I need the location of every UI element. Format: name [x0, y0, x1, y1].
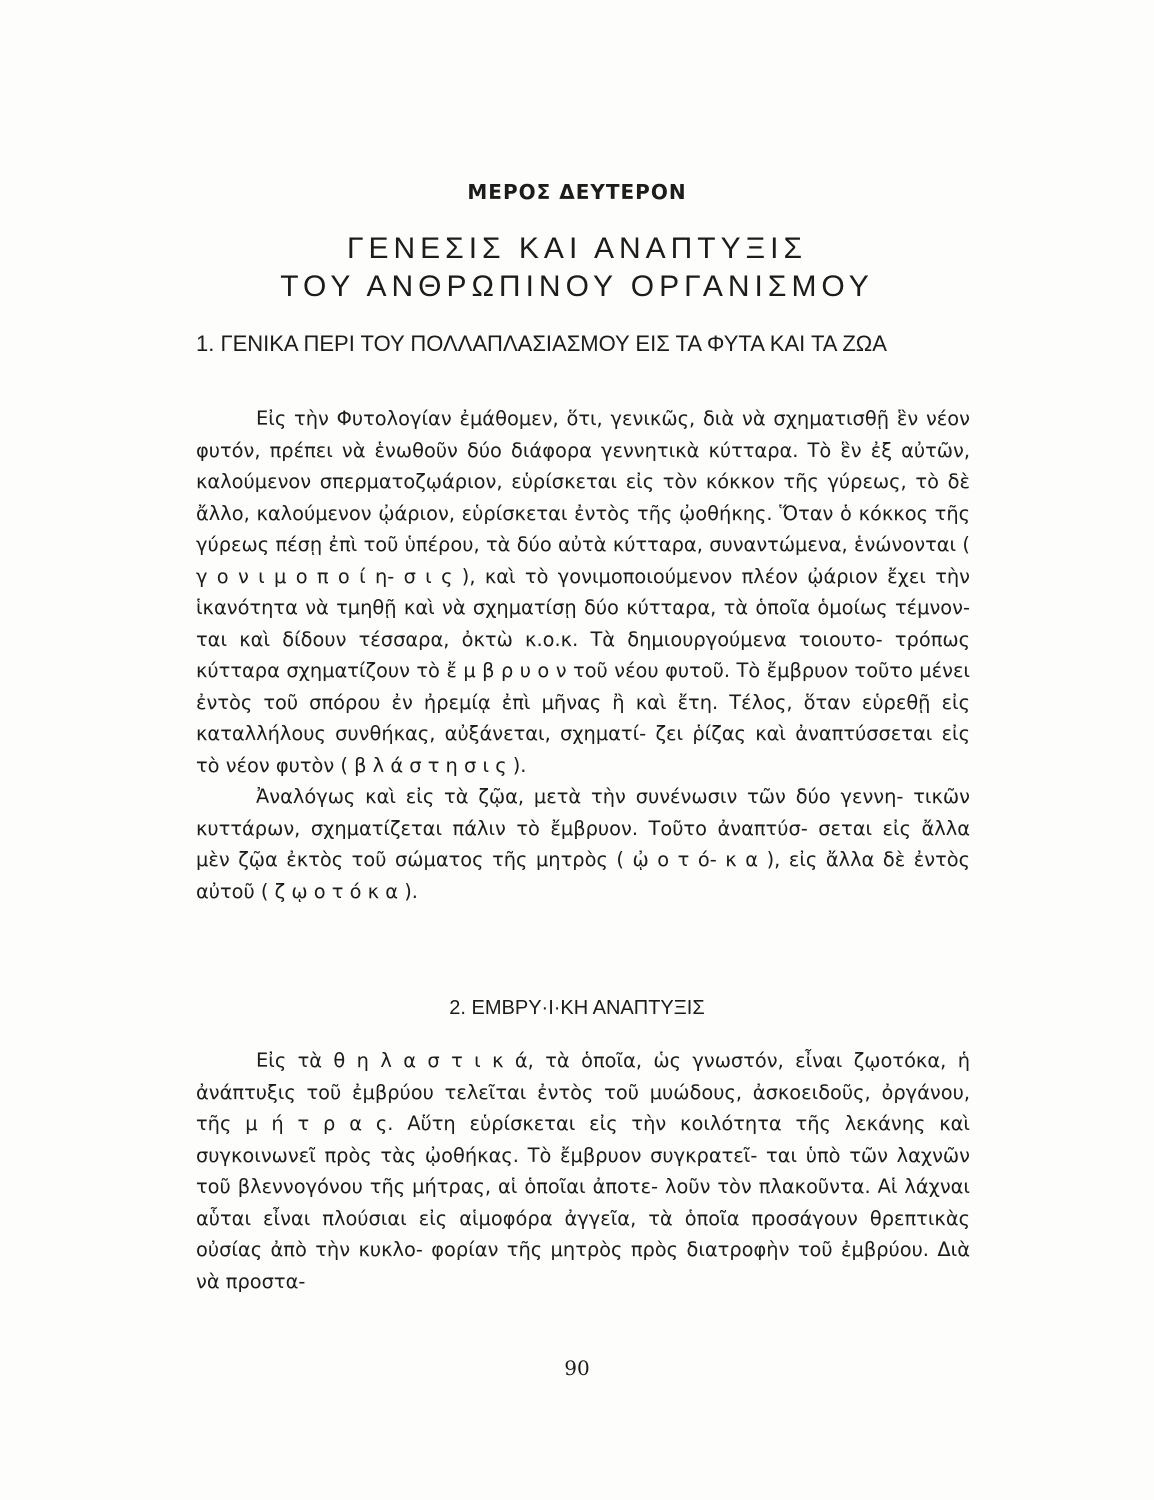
section-1-heading: 1. ΓΕΝΙΚΑ ΠΕΡΙ ΤΟΥ ΠΟΛΛΑΠΛΑΣΙΑΣΜΟΥ ΕΙΣ ΤΑ ΦΥΤΑ ΚΑΙ ΤΑ ΖΩΑ	[196, 331, 887, 356]
section-2-heading: 2. ΕΜΒΡΥ·Ι·ΚΗ ΑΝΑΠΤΥΞΙΣ	[449, 997, 705, 1019]
main-title-line-2: ΤΟΥ ΑΝΘΡΩΠΙΝΟΥ ΟΡΓΑΝΙΣΜΟΥ	[280, 270, 874, 303]
section-1-body	[196, 403, 970, 907]
section-2-body	[196, 1045, 970, 1297]
section-2-paragraph-1: Εἰς τὰ θ η λ α σ τ ι κ ά, τὰ ὁποῖα, ὡς γνωστόν, εἶναι ζῳοτόκα, ἡ ἀνάπτυξις τοῦ ἐμβρύου τελεῖται ἐντὸς τοῦ μυώδους, ἀσκοειδοῦς, ὀργάνου, τῆς μ ή τ ρ α ς. Αὕτη εὑρίσκεται εἰς τὴν κοιλότητα τῆς λεκάνης καὶ συγκοινωνεῖ πρὸς τὰς ᾠοθήκας. Τὸ ἔμβρυον συγκρατεῖ- ται ὑπὸ τῶν λαχνῶν τοῦ βλεννογόνου τῆς μήτρας, αἱ ὁποῖαι ἀποτε- λοῦν τὸν πλακοῦντα. Αἱ λάχναι αὗται εἶναι πλούσιαι εἰς αἱμοφόρα ἀγγεῖα, τὰ ὁποῖα προσάγουν θρεπτικὰς οὐσίας ἀπὸ τὴν κυκλο- φορίαν τῆς μητρὸς πρὸς διατροφὴν τοῦ ἐμβρύου. Διὰ νὰ προστα-	[196, 1049, 970, 1293]
part-title: ΜΕΡΟΣ ΔΕΥΤΕΡΟΝ	[467, 180, 687, 204]
section-1-paragraph-2: Ἀναλόγως καὶ εἰς τὰ ζῷα, μετὰ τὴν συνένωσιν τῶν δύο γεννη- τικῶν κυττάρων, σχηματίζεται πάλιν τὸ ἔμβρυον. Τοῦτο ἀναπτύσ- σεται εἰς ἄλλα μὲν ζῷα ἐκτὸς τοῦ σώματος τῆς μητρὸς ( ᾠ ο τ ό- κ α ), εἰς ἄλλα δὲ ἐντὸς αὐτοῦ ( ζ ῳ ο τ ό κ α ).	[196, 785, 970, 903]
main-title-line-1: ΓΕΝΕΣΙΣ ΚΑΙ ΑΝΑΠΤΥΞΙΣ	[346, 232, 808, 265]
section-1-paragraph-1: Εἰς τὴν Φυτολογίαν ἐμάθομεν, ὅτι, γενικῶς, διὰ νὰ σχηματισθῇ ἓν νέον φυτόν, πρέπει νὰ ἑνωθοῦν δύο διάφορα γεννητικὰ κύτταρα. Τὸ ἓν ἐξ αὐτῶν, καλούμενον σπερματοζῳάριον, εὑρίσκεται εἰς τὸν κόκκον τῆς γύρεως, τὸ δὲ ἄλλο, καλούμενον ᾠάριον, εὑρίσκεται ἐντὸς τῆς ᾠοθήκης. Ὅταν ὁ κόκκος τῆς γύρεως πέσῃ ἐπὶ τοῦ ὑπέρου, τὰ δύο αὐτὰ κύτταρα, συναντώμενα, ἑνώνονται ( γ ο ν ι μ ο π ο ί η- σ ι ς ), καὶ τὸ γονιμοποιούμενον πλέον ᾠάριον ἔχει τὴν ἱκανότητα νὰ τμηθῇ καὶ νὰ σχηματίσῃ δύο κύτταρα, τὰ ὁποῖα ὁμοίως τέμνον- ται καὶ δίδουν τέσσαρα, ὀκτὼ κ.ο.κ. Τὰ δημιουργούμενα τοιουτο- τρόπως κύτταρα σχηματίζουν τὸ ἔ μ β ρ υ ο ν τοῦ νέου φυτοῦ. Τὸ ἔμβρυον τοῦτο μένει ἐντὸς τοῦ σπόρου ἐν ἠρεμίᾳ ἐπὶ μῆνας ἢ καὶ ἔτη. Τέλος, ὅταν εὑρεθῇ εἰς καταλλήλους συνθήκας, αὐξάνεται, σχηματί- ζει ῥίζας καὶ ἀναπτύσσεται εἰς τὸ νέον φυτὸν ( β λ ά σ τ η σ ι ς ).	[196, 407, 970, 777]
page-number: 90	[564, 1356, 590, 1380]
